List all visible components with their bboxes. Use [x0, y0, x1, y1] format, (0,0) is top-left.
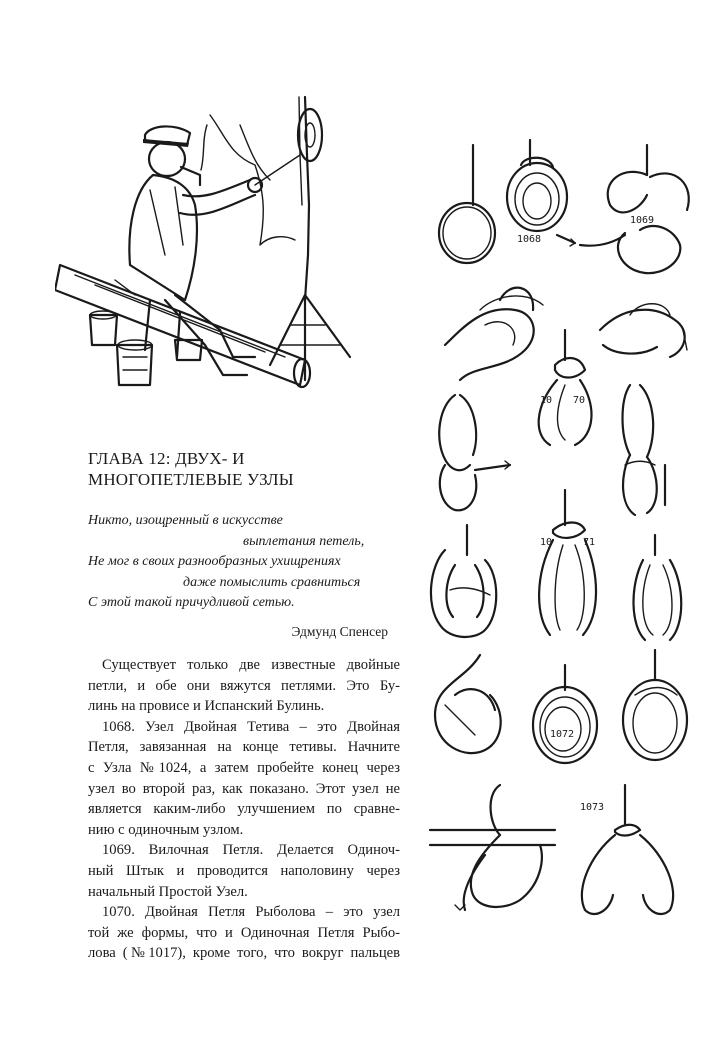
epigraph-line: С этой такой причудливой сетью. — [88, 595, 295, 610]
body-line: лова (№1017), кроме того, что вокруг пальцев — [88, 945, 400, 962]
knot-diagrams — [425, 135, 715, 925]
figure-label-1070a: 10 — [540, 395, 553, 406]
figure-label-1072: 1072 — [550, 729, 575, 740]
body-line: нию с одиночным узлом. — [88, 821, 244, 838]
knot-1068-diagram — [439, 140, 575, 263]
sailor-illustration — [55, 95, 405, 395]
body-line: линь на провисе и Испанский Булинь. — [88, 698, 325, 715]
epigraph-line: даже помыслить сравниться — [183, 574, 361, 590]
figure-label-1071a: 10 — [540, 537, 553, 548]
body-line: Существует только две известные двойные — [102, 657, 400, 673]
figure-label-1070b: 70 — [573, 395, 586, 406]
figure-label-1068: 1068 — [517, 234, 542, 245]
knot-1072-diagram — [435, 650, 687, 763]
figure-label-1073: 1073 — [580, 802, 605, 813]
chapter-title — [88, 448, 408, 490]
knot-row3-diagrams — [439, 385, 665, 515]
body-line: начальный Простой Узел. — [88, 883, 248, 900]
body-line: 1070. Двойная Петля Рыболова – это узел — [102, 904, 400, 921]
body-line: той же формы, что и Одиночная Петля Рыбо- — [88, 924, 400, 941]
figure-label-1071b: 71 — [583, 537, 596, 548]
epigraph-line: Не мог в своих разнообразных ухищрениях — [88, 554, 341, 569]
body-line: с Узла №1024, а затем пробейте конец через — [88, 759, 400, 776]
knot-1073-diagram — [430, 785, 673, 914]
epigraph-author: Эдмунд Спенсер — [291, 624, 388, 639]
knot-1071-diagram — [431, 490, 681, 640]
body-line: ный Штык и проводится наполовину через — [88, 862, 400, 879]
figure-label-1069: 1069 — [630, 215, 655, 226]
body-line: узел во второй раз, как показано. Этот узел не — [88, 780, 400, 797]
epigraph-line: выплетания петель, — [243, 533, 365, 549]
body-line: является каким-либо улучшением по сравне- — [88, 801, 400, 818]
body-line: петли, и обе они вяжутся петлями. Это Бу- — [88, 677, 400, 694]
epigraph — [88, 511, 388, 614]
epigraph-line: Никто, изощренный в искусстве — [88, 513, 283, 528]
body-line: 1068. Узел Двойная Тетива – это Двойная — [102, 718, 400, 735]
knot-1070-diagram — [445, 288, 687, 445]
knot-1069-diagram — [580, 145, 689, 273]
chapter-title-line-1: ГЛАВА 12: ДВУХ- И — [88, 449, 245, 468]
body-line: Петля, завязанная на конце тетивы. Начните — [88, 739, 400, 756]
chapter-title-line-2: МНОГОПЕТЛЕВЫЕ УЗЛЫ — [88, 470, 294, 489]
body-line: 1069. Вилочная Петля. Делается Одиноч- — [102, 842, 400, 859]
body-text — [88, 655, 400, 964]
